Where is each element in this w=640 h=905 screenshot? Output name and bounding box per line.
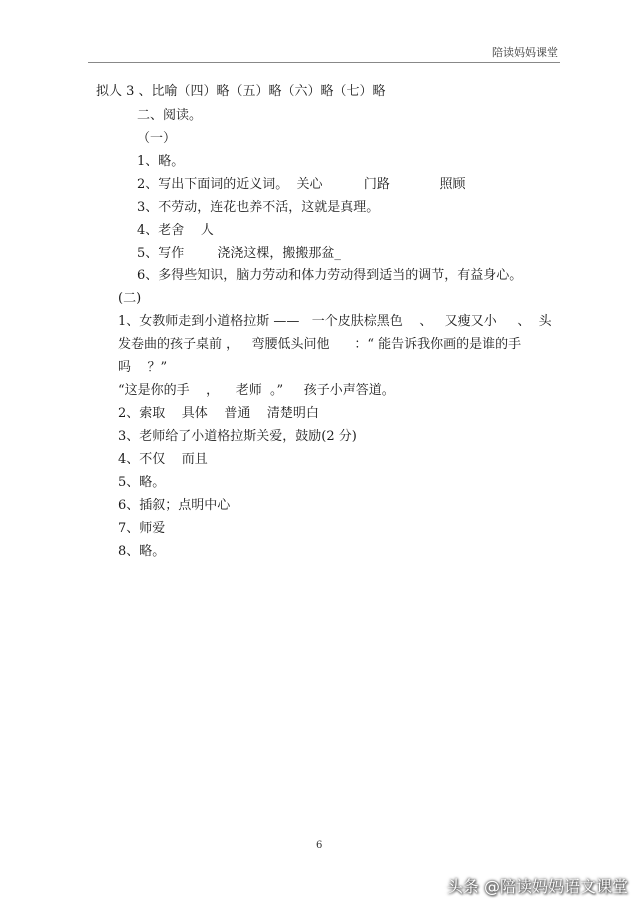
answer-line-figures-of-speech: 拟人 3 、比喻（四）略（五）略（六）略（七）略	[96, 84, 386, 99]
answer-line-passage-1: 1、女教师走到小道格拉斯 —— 一个皮肤棕黑色 、 又瘦又小 、 头	[118, 314, 552, 329]
section-heading-reading: 二、阅读。	[137, 108, 203, 123]
answer-line-4: 4、老舍 人	[137, 223, 214, 238]
answer-line-two-5: 5、略。	[118, 475, 166, 490]
answer-line-passage-3: 吗 ？”	[118, 360, 168, 375]
answer-line-two-8: 8、略。	[118, 544, 166, 559]
answer-line-5: 5、写作 浇浇这棵，搬搬那盆_	[137, 246, 341, 261]
answer-line-6: 6、多得些知识，脑力劳动和体力劳动得到适当的调节，有益身心。	[137, 268, 523, 283]
answer-line-two-6: 6、插叙；点明中心	[118, 498, 231, 513]
subsection-heading-two: (二)	[118, 291, 142, 306]
answer-line-1: 1、略。	[137, 154, 185, 169]
subsection-heading-one: （一）	[137, 131, 177, 146]
header-divider	[88, 62, 560, 63]
watermark-text: 头条 @陪读妈妈语文课堂	[446, 877, 628, 896]
answer-line-two-7: 7、师爱	[118, 521, 166, 536]
page-number: 6	[316, 840, 323, 851]
answer-line-two-3: 3、老师给了小道格拉斯关爱，鼓励(2 分)	[118, 429, 357, 444]
header-title: 陪读妈妈课堂	[492, 46, 558, 59]
answer-line-passage-4: “这是你的手 ， 老师 。” 孩子小声答道。	[118, 383, 395, 398]
answer-line-passage-2: 发卷曲的孩子桌前 ， 弯腰低头问他 ：“ 能告诉我你画的是谁的手	[118, 337, 522, 352]
answer-line-two-2: 2、索取 具体 普通 清楚明白	[118, 406, 319, 421]
answer-line-3: 3、不劳动，连花也养不活，这就是真理。	[137, 200, 380, 215]
answer-line-two-4: 4、不仅 而且	[118, 452, 208, 467]
answer-line-2: 2、写出下面词的近义词。 关心 门路 照顾	[137, 177, 466, 192]
